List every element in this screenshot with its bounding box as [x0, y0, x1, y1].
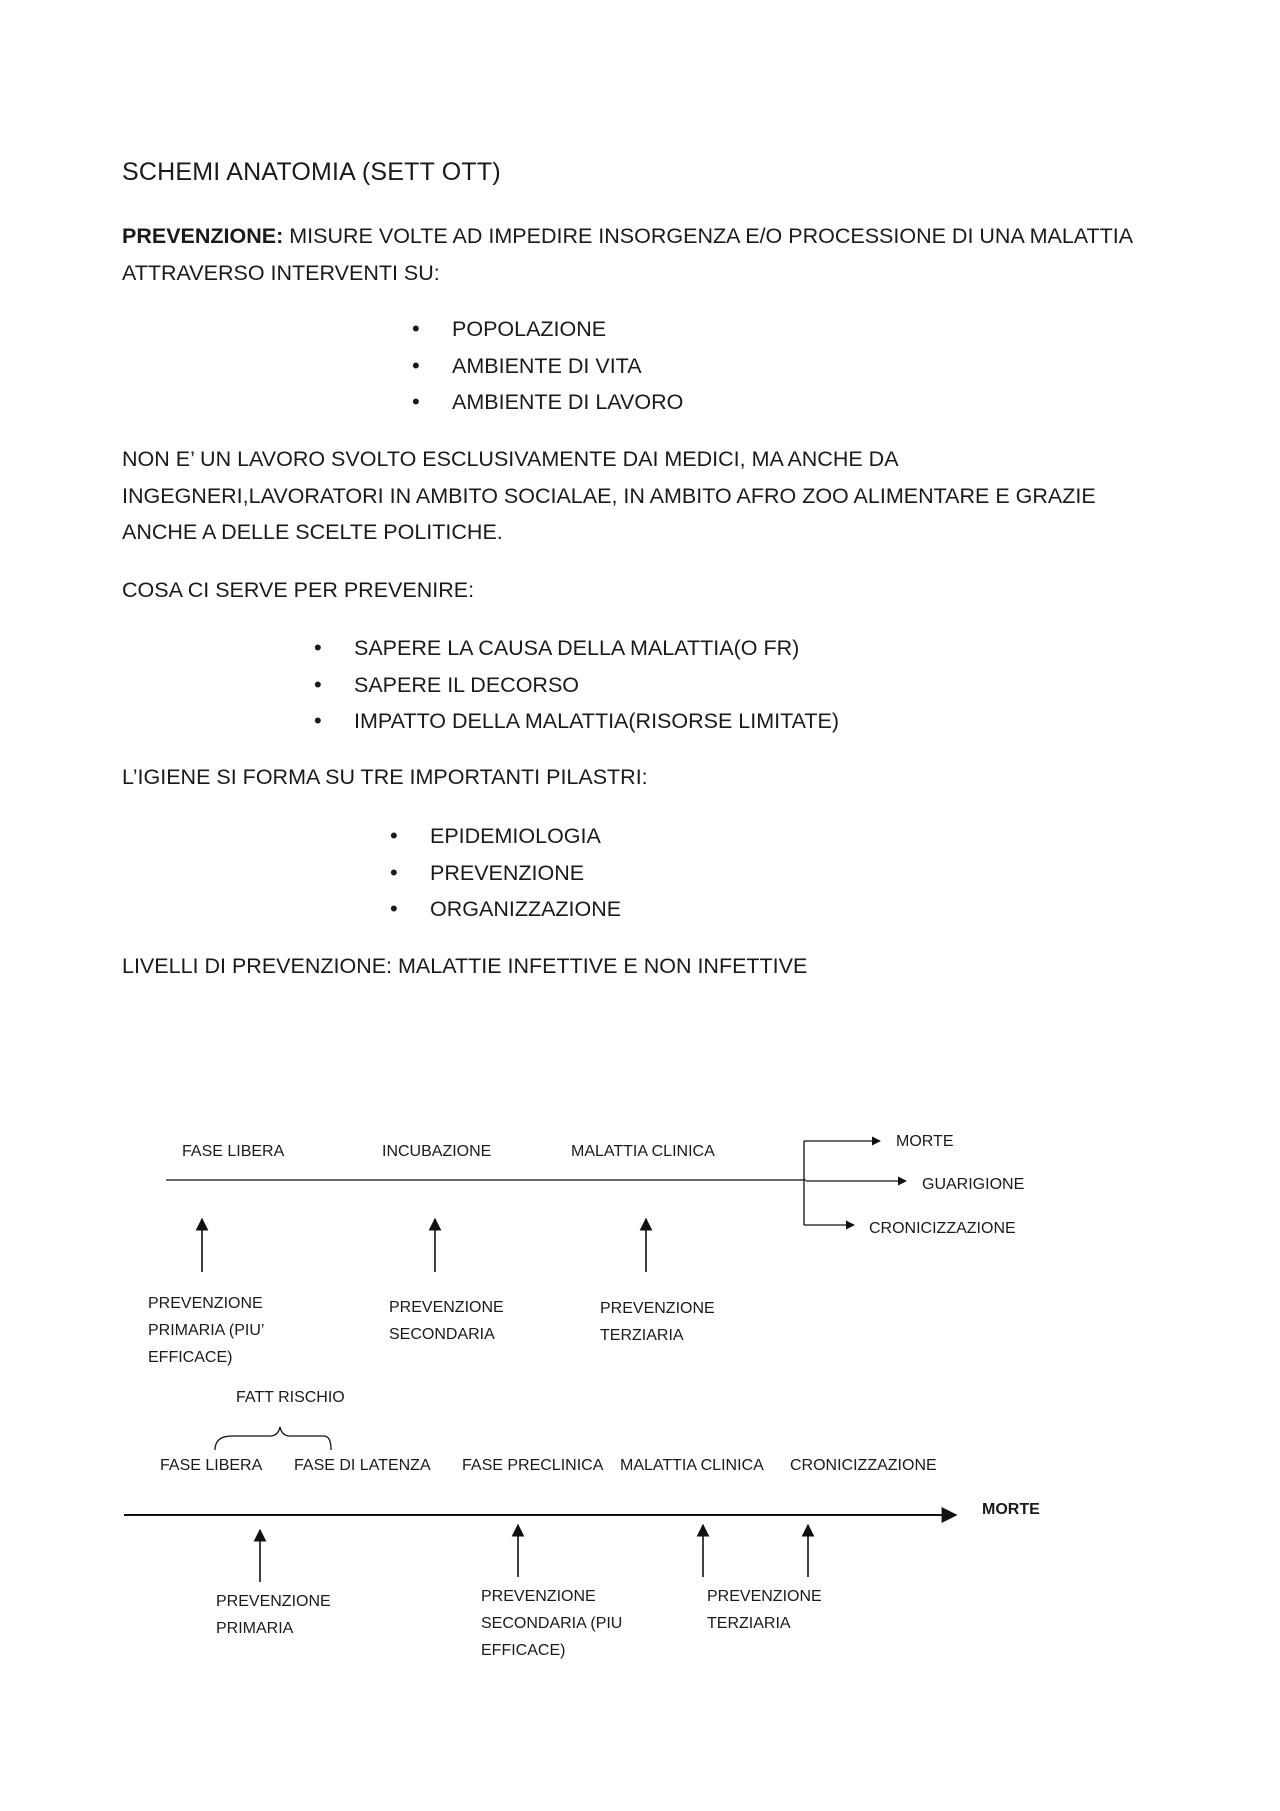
diagram2-phase-label: CRONICIZZAZIONE — [790, 1457, 937, 1474]
diagram2-risk-label: FATT RISCHIO — [236, 1389, 345, 1406]
diagram2-prevention-label: PREVENZIONE SECONDARIA (PIU EFFICACE) — [481, 1588, 623, 1659]
diagram2 — [124, 1427, 956, 1582]
paragraph-lavoro: NON E’ UN LAVORO SVOLTO ESCLUSIVAMENTE DAI MEDICI, MA ANCHE DA INGEGNERI,LAVORATORI IN AMBITO SOCIALAE, IN AMBITO AFRO ZOO ALIMENTARE E GRAZIE ANCHE A DELLE SCELTE POLITICHE. — [122, 447, 1096, 544]
livelli-heading: LIVELLI DI PREVENZIONE: MALATTIE INFETTIVE E NON INFETTIVE — [122, 954, 808, 978]
diagram1-outcome-label: MORTE — [896, 1133, 954, 1150]
list-item: • EPIDEMIOLOGIA — [390, 818, 621, 855]
diagram1-phase-label: FASE LIBERA — [182, 1143, 285, 1160]
diagram2-prevention-label: PREVENZIONE PRIMARIA — [216, 1593, 331, 1637]
list-item: • PREVENZIONE — [390, 855, 621, 892]
diagram1-prevention-label: PREVENZIONE SECONDARIA — [389, 1299, 504, 1343]
diagram2-end-label: MORTE — [982, 1501, 1040, 1518]
prevenzione-def-text: MISURE VOLTE AD IMPEDIRE INSORGENZA E/O PROCESSIONE DI UNA MALATTIA ATTRAVERSO INTERVENTI SU: — [122, 224, 1132, 285]
list-item: • AMBIENTE DI VITA — [412, 348, 683, 385]
diagram1-phase-label: INCUBAZIONE — [382, 1143, 492, 1160]
igiene-heading: L’IGIENE SI FORMA SU TRE IMPORTANTI PILASTRI: — [122, 765, 648, 789]
diagram2-phase-label: MALATTIA CLINICA — [620, 1457, 764, 1474]
diagram2-phase-label: FASE DI LATENZA — [294, 1457, 431, 1474]
diagram2-phase-label: FASE LIBERA — [160, 1457, 263, 1474]
list-item: • SAPERE IL DECORSO — [314, 667, 839, 704]
diagram1-outcome-label: CRONICIZZAZIONE — [869, 1220, 1016, 1237]
document-title: SCHEMI ANATOMIA (SETT OTT) — [122, 158, 501, 186]
list-item: • IMPATTO DELLA MALATTIA(RISORSE LIMITATE) — [314, 703, 839, 740]
diagram2-prevention-label: PREVENZIONE TERZIARIA — [707, 1588, 822, 1632]
diagram2-risk-brace — [215, 1427, 331, 1450]
diagram1-phase-label: MALATTIA CLINICA — [571, 1143, 715, 1160]
list-item: • SAPERE LA CAUSA DELLA MALATTIA(O FR) — [314, 630, 839, 667]
list-item: • ORGANIZZAZIONE — [390, 891, 621, 928]
diagram1-prevention-label: PREVENZIONE PRIMARIA (PIU’ EFFICACE) — [148, 1295, 264, 1366]
diagram1-prevention-label: PREVENZIONE TERZIARIA — [600, 1300, 715, 1344]
list-item: • AMBIENTE DI LAVORO — [412, 384, 683, 421]
cosa-serve-heading: COSA CI SERVE PER PREVENIRE: — [122, 578, 475, 602]
diagram1-outcome-label: GUARIGIONE — [922, 1176, 1025, 1193]
list-item: • POPOLAZIONE — [412, 311, 683, 348]
diagram2-phase-label: FASE PRECLINICA — [462, 1457, 604, 1474]
prevenzione-term: PREVENZIONE: — [122, 224, 284, 248]
